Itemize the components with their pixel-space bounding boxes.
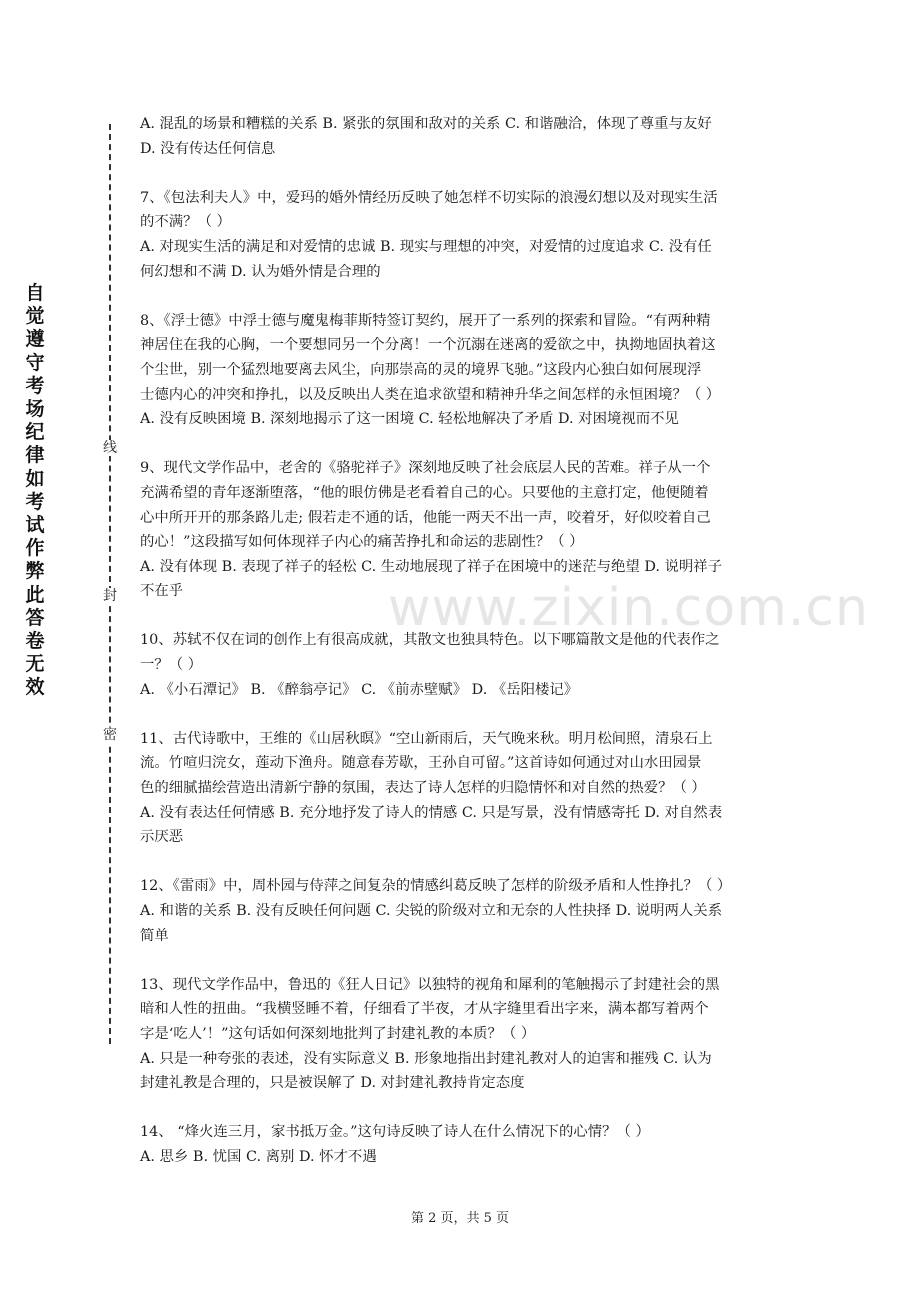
question-line: 个尘世，别一个猛烈地要离去风尘，向那崇高的灵的境界飞驰。”这段内心独白如何展现浮 xyxy=(140,361,702,378)
notice-char: 答 xyxy=(25,606,45,629)
question-block xyxy=(140,628,785,702)
question-line: A. 混乱的场景和糟糕的关系 B. 紧张的氛围和敌对的关系 C. 和谐融洽，体现了尊重与友好 xyxy=(140,116,712,132)
question-block xyxy=(140,973,785,1096)
question-line: 士德内心的冲突和挣扎，以及反映出人类在追求欲望和精神升华之间怎样的永恒困境？（ ） xyxy=(140,386,721,403)
question-line: 的不满？（ ） xyxy=(140,214,231,231)
page-number-footer: 第 2 页，共 5 页 xyxy=(410,1211,510,1226)
binding-dashed-line xyxy=(109,124,111,1044)
notice-char: 无 xyxy=(25,653,45,676)
question-line: 神居住在我的心胸，一个要想同另一个分离！一个沉溺在迷离的爱欲之中，执拗地固执着这 xyxy=(140,337,716,354)
notice-char: 效 xyxy=(25,676,45,699)
question-line: A. 对现实生活的满足和对爱情的忠诚 B. 现实与理想的冲突，对爱情的过度追求 C. 没有任 xyxy=(140,238,712,255)
notice-char: 律 xyxy=(25,444,45,467)
question-line: 色的细腻描绘营造出清新宁静的氛围，表达了诗人怎样的归隐情怀和对自然的热爱？（ ） xyxy=(140,780,706,797)
question-block xyxy=(140,186,785,284)
notice-char: 试 xyxy=(25,514,45,537)
question-block xyxy=(140,456,785,604)
question-line: 示厌恶 xyxy=(140,829,184,846)
notice-char: 卷 xyxy=(25,630,45,653)
question-line: 14、 “烽火连三月，家书抵万金。”这句诗反映了诗人在什么情况下的心情？（ ） xyxy=(140,1124,650,1141)
notice-char: 作 xyxy=(25,537,45,560)
question-list xyxy=(140,112,785,1194)
notice-char: 纪 xyxy=(25,421,45,444)
question-line: 封建礼教是合理的，只是被误解了 D. 对封建礼教持肯定态度 xyxy=(140,1075,525,1092)
notice-char: 弊 xyxy=(25,560,45,583)
question-line: 简单 xyxy=(140,927,169,944)
question-block xyxy=(140,112,785,161)
notice-char: 守 xyxy=(25,351,45,374)
question-block xyxy=(140,1120,785,1169)
question-line: 充满希望的青年逐渐堕落，“他的眼仿佛是老看着自己的心。只要他的主意打定，他便随着 xyxy=(140,484,709,501)
binding-mark-line: 线 xyxy=(103,440,117,456)
notice-char: 遵 xyxy=(25,328,45,351)
question-line: 一？（ ） xyxy=(140,657,203,674)
watermark: www.zixin.com.cn xyxy=(388,578,869,638)
notice-char: 自 xyxy=(25,282,45,304)
question-line: 字是‘吃人’！”这句话如何深刻地批判了封建礼教的本质？（ ） xyxy=(140,1025,536,1042)
question-line: 12、《雷雨》中，周朴园与侍萍之间复杂的情感纠葛反映了怎样的阶级矛盾和人性挣扎？（ ） xyxy=(140,878,732,895)
question-line: 11、古代诗歌中，王维的《山居秋暝》“空山新雨后，天气晚来秋。明月松间照，清泉石上 xyxy=(140,730,713,747)
question-line: 7、《包法利夫人》中，爱玛的婚外情经历反映了她怎样不切实际的浪漫幻想以及对现实生活 xyxy=(140,189,718,206)
question-line: 10、苏轼不仅在词的创作上有很高成就，其散文也独具特色。以下哪篇散文是他的代表作之 xyxy=(140,632,720,649)
question-line: 流。竹喧归浣女，莲动下渔舟。随意春芳歇，王孙自可留。”这首诗如何通过对山水田园景 xyxy=(140,755,702,772)
notice-char: 如 xyxy=(25,467,45,490)
question-line: A. 没有反映困境 B. 深刻地揭示了这一困境 C. 轻松地解决了矛盾 D. 对困境视而不见 xyxy=(140,411,679,428)
question-line: 心中所开开的那条路儿走; 假若走不通的话，他能一两天不出一声，咬着牙，好似咬着自己 xyxy=(140,509,711,526)
question-line: 暗和人性的扭曲。“我横竖睡不着，仔细看了半夜，才从字缝里看出字来，满本都写着两个 xyxy=(140,1001,709,1018)
question-line: 何幻想和不满 D. 认为婚外情是合理的 xyxy=(140,263,381,280)
question-block xyxy=(140,874,785,948)
question-line: A. 思乡 B. 忧国 C. 离别 D. 怀才不遇 xyxy=(140,1148,377,1165)
question-line: A. 没有体现 B. 表现了祥子的轻松 C. 生动地展现了祥子在困境中的迷茫与绝望 D. 说明祥子 xyxy=(140,558,723,575)
binding-mark-seal: 封 xyxy=(103,588,117,604)
notice-char: 此 xyxy=(25,583,45,606)
question-line: 8、《浮士德》中浮士德与魔鬼梅菲斯特签订契约，展开了一系列的探索和冒险。“有两种精 xyxy=(140,312,711,329)
notice-char: 考 xyxy=(25,374,45,397)
notice-char: 场 xyxy=(25,398,45,421)
question-block xyxy=(140,309,785,432)
question-line: 的心！”这段描写如何体现祥子内心的痛苦挣扎和命运的悲剧性？（ ） xyxy=(140,534,584,551)
question-line: 不在乎 xyxy=(140,583,184,600)
question-line: 13、现代文学作品中，鲁迅的《狂人日记》以独特的视角和犀利的笔触揭示了封建社会的黑 xyxy=(140,976,720,993)
question-line: A. 没有表达任何情感 B. 充分地抒发了诗人的情感 C. 只是写景，没有情感寄托 D. 对自然表 xyxy=(140,804,723,821)
question-line: D. 没有传达任何信息 xyxy=(140,140,276,157)
notice-char: 考 xyxy=(25,490,45,513)
notice-char: 觉 xyxy=(25,305,45,328)
binding-mark-secret: 密 xyxy=(103,727,117,743)
question-block xyxy=(140,727,785,850)
question-line: A. 只是一种夸张的表述，没有实际意义 B. 形象地指出封建礼教对人的迫害和摧残 C. 认为 xyxy=(140,1050,712,1067)
question-line: A. 《小石潭记》 B. 《醉翁亭记》 C. 《前赤壁赋》 D. 《岳阳楼记》 xyxy=(140,681,579,698)
question-line: 9、现代文学作品中，老舍的《骆驼祥子》深刻地反映了社会底层人民的苦难。祥子从一个 xyxy=(140,460,711,477)
question-line: A. 和谐的关系 B. 没有反映任何问题 C. 尖锐的阶级对立和无奈的人性抉择 D. 说明两人关系 xyxy=(140,903,723,919)
exam-discipline-notice xyxy=(18,282,52,700)
